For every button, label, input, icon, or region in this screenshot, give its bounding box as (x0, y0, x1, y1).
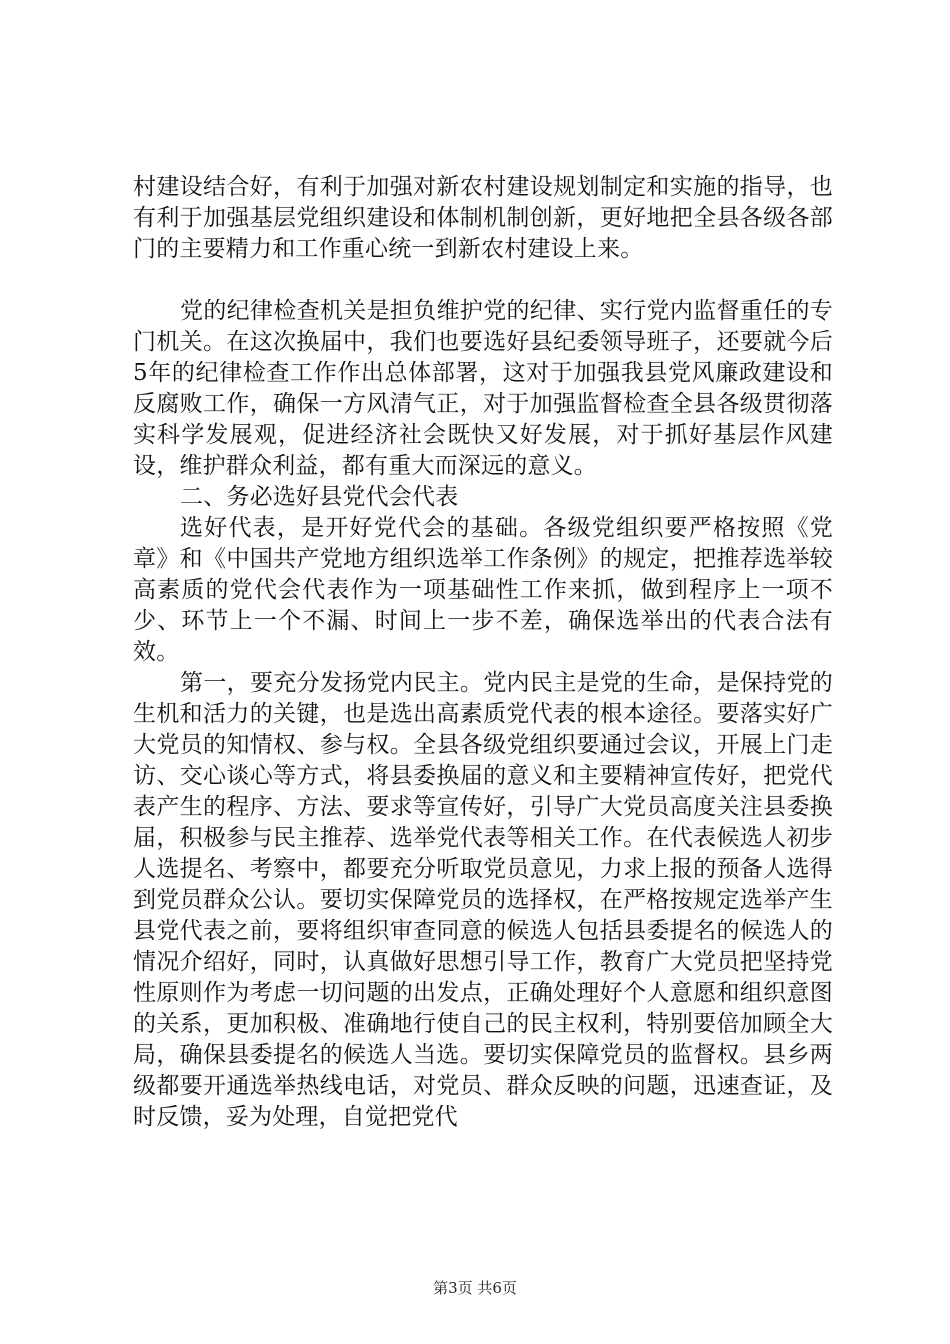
section-heading: 二、务必选好县党代会代表 (180, 484, 459, 510)
page-number-footer: 第3页 共6页 (433, 1279, 517, 1297)
paragraph-select-representatives: 选好代表，是开好党代会的基础。各级党组织要严格按照《党章》和《中国共产党地方组织选举工作条例》的规定，把推荐选举较高素质的党代会代表作为一项基础性工作来抓，做到程序上一项不少、环节上一个不漏、时间上一步不差，确保选举出的代表合法有效。 (133, 515, 833, 665)
paragraph-intra-party-democracy: 第一，要充分发扬党内民主。党内民主是党的生命，是保持党的生机和活力的关键，也是选出高素质党代表的根本途径。要落实好广大党员的知情权、参与权。全县各级党组织要通过会议，开展上门走访、交心谈心等方式，将县委换届的意义和主要精神宣传好，把党代表产生的程序、方法、要求等宣传好，引导广大党员高度关注县委换届，积极参与民主推荐、选举党代表等相关工作。在代表候选人初步人选提名、考察中，都要充分听取党员意见，力求上报的预备人选得到党员群众公认。要切实保障党员的选择权，在严格按规定选举产生县党代表之前，要将组织审查同意的候选人包括县委提名的候选人的情况介绍好，同时，认真做好思想引导工作，教育广大党员把坚持党性原则作为考虑一切问题的出发点，正确处理好个人意愿和组织意图的关系，更加积极、准确地行使自己的民主权利，特别要倍加顾全大局，确保县委提名的候选人当选。要切实保障党员的监督权。县乡两级都要开通选举热线电话，对党员、群众反映的问题，迅速查证，及时反馈，妥为处理，自觉把党代 (133, 670, 833, 1130)
paragraph-discipline-inspection: 党的纪律检查机关是担负维护党的纪律、实行党内监督重任的专门机关。在这次换届中，我们也要选好县纪委领导班子，还要就今后5年的纪律检查工作作出总体部署，这对于加强我县党风廉政建设和反腐败工作，确保一方风清气正，对于加强监督检查全县各级贯彻落实科学发展观，促进经济社会既快又好发展，对于抓好基层作风建设，维护群众利益，都有重大而深远的意义。 (133, 298, 833, 479)
document-body (133, 172, 833, 1133)
paragraph-continuation: 村建设结合好，有利于加强对新农村建设规划制定和实施的指导，也有利于加强基层党组织建设和体制机制创新，更好地把全县各级各部门的主要精力和工作重心统一到新农村建设上来。 (133, 174, 833, 262)
